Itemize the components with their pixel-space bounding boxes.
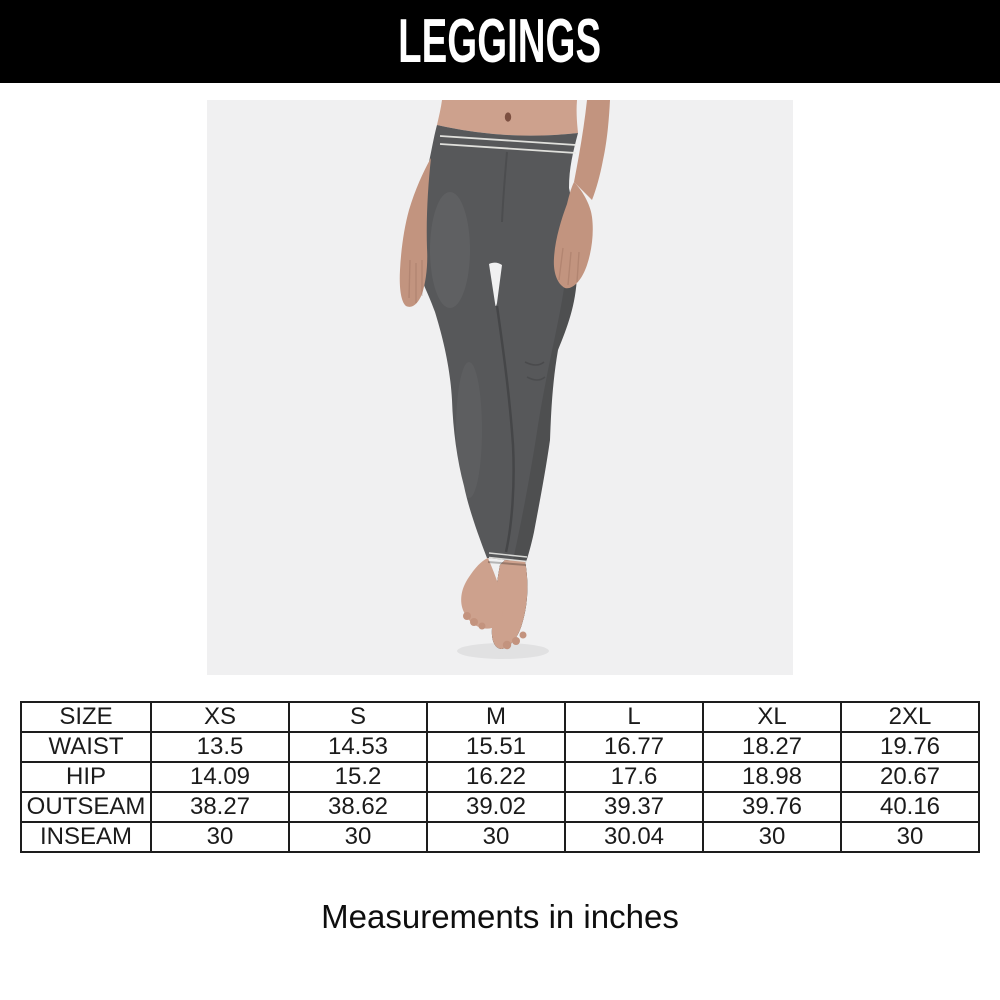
row-label: OUTSEAM [21,792,151,822]
col-header-size: SIZE [21,702,151,732]
leggings-left-highlight [430,192,470,308]
table-row-outseam [21,792,979,822]
col-header-m: M [427,702,565,732]
cell: 15.51 [427,732,565,762]
cell: 39.02 [427,792,565,822]
cell: 18.98 [703,762,841,792]
cell: 30 [151,822,289,852]
col-header-2xl: 2XL [841,702,979,732]
cell: 30.04 [565,822,703,852]
cell: 38.27 [151,792,289,822]
cell: 16.77 [565,732,703,762]
header-banner [0,0,1000,83]
cell: 30 [289,822,427,852]
table-row-inseam [21,822,979,852]
cell: 39.76 [703,792,841,822]
cell: 18.27 [703,732,841,762]
cell: 13.5 [151,732,289,762]
cell: 30 [703,822,841,852]
cell: 14.09 [151,762,289,792]
leggings-shin-highlight [456,362,482,498]
cell: 17.6 [565,762,703,792]
cell: 38.62 [289,792,427,822]
cell: 14.53 [289,732,427,762]
header-row [21,702,979,732]
col-header-s: S [289,702,427,732]
col-header-xl: XL [703,702,841,732]
model-illustration [207,100,793,675]
cell: 15.2 [289,762,427,792]
cell: 40.16 [841,792,979,822]
cell: 39.37 [565,792,703,822]
cell: 16.22 [427,762,565,792]
row-label: WAIST [21,732,151,762]
product-photo [207,100,793,675]
page-title: LEGGINGS [398,6,602,76]
row-label: HIP [21,762,151,792]
col-header-l: L [565,702,703,732]
cell: 30 [841,822,979,852]
table-row-hip [21,762,979,792]
cell: 30 [427,822,565,852]
navel [505,112,511,121]
size-chart-table [20,701,980,853]
cell: 20.67 [841,762,979,792]
measurement-note: Measurements in inches [321,898,679,935]
table-row-waist [21,732,979,762]
cell: 19.76 [841,732,979,762]
row-label: INSEAM [21,822,151,852]
col-header-xs: XS [151,702,289,732]
